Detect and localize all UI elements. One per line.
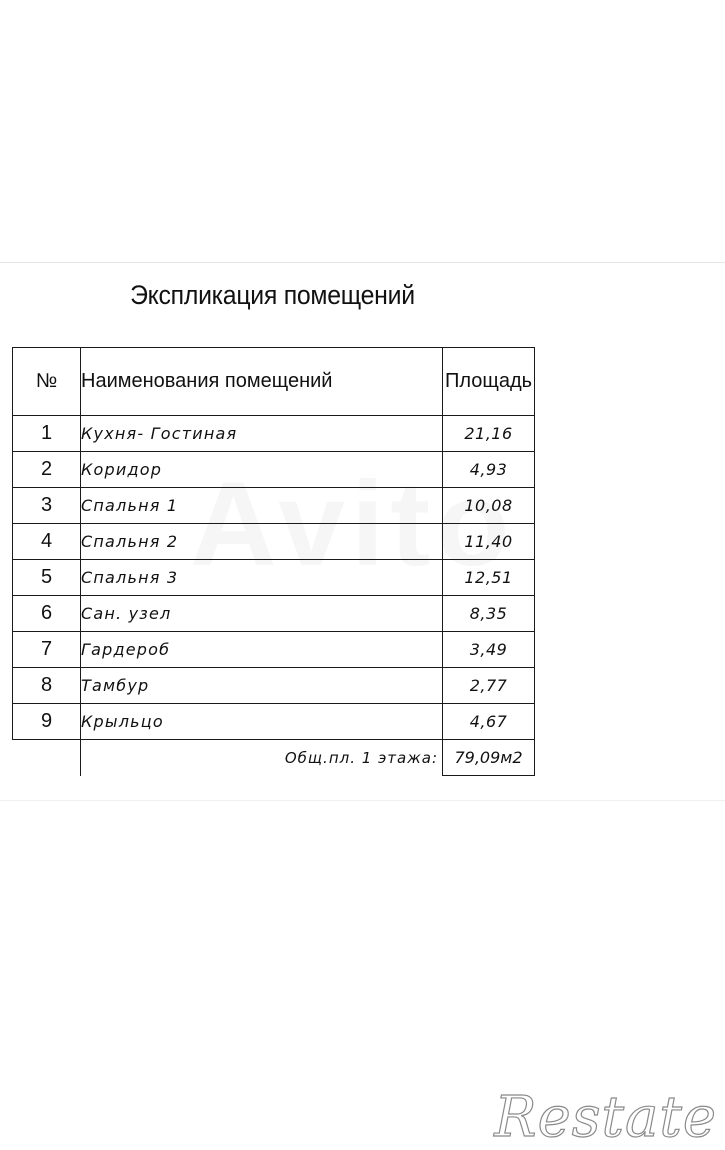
- header-name: Наименования помещений: [81, 348, 443, 416]
- header-area: Площадь: [443, 348, 535, 416]
- room-number: 5: [13, 560, 81, 596]
- room-name: Гардероб: [81, 632, 443, 668]
- total-blank-cell: [13, 740, 81, 776]
- room-area: 4,93: [443, 452, 535, 488]
- room-name: Спальня 1: [81, 488, 443, 524]
- total-row: [13, 740, 535, 776]
- room-area: 4,67: [443, 704, 535, 740]
- room-area: 21,16: [443, 416, 535, 452]
- page-band-top-border: [0, 262, 725, 263]
- room-name: Коридор: [81, 452, 443, 488]
- room-number: 8: [13, 668, 81, 704]
- table-row: [13, 560, 535, 596]
- room-number: 7: [13, 632, 81, 668]
- table-row: [13, 416, 535, 452]
- room-name: Спальня 2: [81, 524, 443, 560]
- room-name: Сан. узел: [81, 596, 443, 632]
- page-band-bottom-border: [0, 800, 725, 801]
- room-area: 12,51: [443, 560, 535, 596]
- room-number: 3: [13, 488, 81, 524]
- room-number: 9: [13, 704, 81, 740]
- room-area: 3,49: [443, 632, 535, 668]
- room-number: 6: [13, 596, 81, 632]
- table-row: [13, 452, 535, 488]
- table-row: [13, 524, 535, 560]
- table-row: [13, 668, 535, 704]
- room-number: 4: [13, 524, 81, 560]
- room-name: Тамбур: [81, 668, 443, 704]
- table-row: [13, 704, 535, 740]
- room-name: Кухня- Гостиная: [81, 416, 443, 452]
- table-row: [13, 596, 535, 632]
- room-area: 10,08: [443, 488, 535, 524]
- room-number: 2: [13, 452, 81, 488]
- document-title: Экспликация помещений: [130, 280, 415, 310]
- room-area: 2,77: [443, 668, 535, 704]
- total-area-label: Общ.пл. 1 этажа:: [81, 740, 443, 776]
- restate-logo: Restate: [494, 1085, 717, 1150]
- room-name: Крыльцо: [81, 704, 443, 740]
- rooms-explication-table: [12, 347, 535, 776]
- table-row: [13, 632, 535, 668]
- table-header-row: [13, 348, 535, 416]
- room-number: 1: [13, 416, 81, 452]
- total-area-value: 79,09м2: [443, 740, 535, 776]
- room-name: Спальня 3: [81, 560, 443, 596]
- room-area: 8,35: [443, 596, 535, 632]
- header-number: №: [13, 348, 81, 416]
- table-row: [13, 488, 535, 524]
- room-area: 11,40: [443, 524, 535, 560]
